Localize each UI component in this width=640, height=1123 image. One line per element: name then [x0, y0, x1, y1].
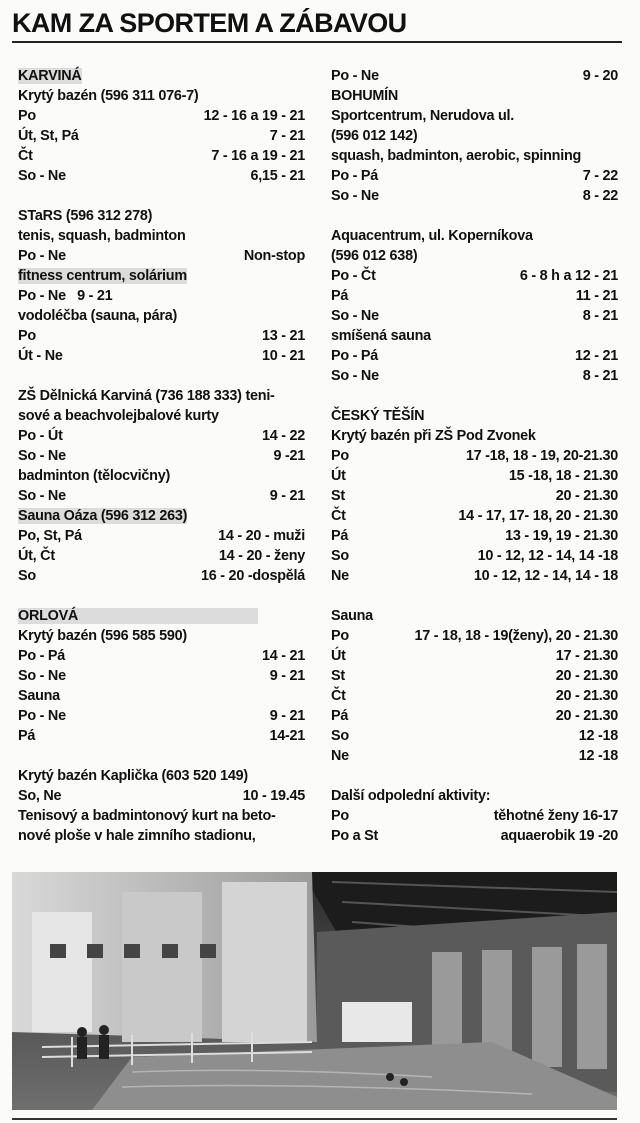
hours-day: Po - Čt: [331, 268, 376, 284]
hours-time: 9 - 21: [269, 488, 305, 504]
hours-time: 20 - 21.30: [555, 668, 618, 684]
hours-time: 14 - 17, 17- 18, 20 - 21.30: [458, 508, 618, 524]
hours-time: 10 - 12, 12 - 14, 14 -18: [477, 548, 618, 564]
hours-day: Út, Čt: [18, 548, 55, 564]
hours-time: 7 - 16 a 19 - 21: [211, 148, 305, 164]
hours-time: 10 - 12, 12 - 14, 14 - 18: [473, 568, 618, 584]
hours-time: 15 -18, 18 - 21.30: [508, 468, 618, 484]
hours-row: [18, 246, 305, 266]
hours-time: 14 - 21: [261, 648, 305, 664]
hours-row: [18, 526, 305, 546]
city-heading-bohumin: BOHUMÍN: [331, 88, 398, 104]
hours-time: 14 - 20 - muži: [218, 528, 305, 544]
hours-time: 7 - 22: [582, 168, 618, 184]
left-column: [18, 66, 305, 846]
hours-day: So: [331, 728, 349, 744]
hours-time: 9 -21: [273, 448, 305, 464]
hours-day: St: [331, 668, 345, 684]
venue-activities: vodoléčba (sauna, pára): [18, 308, 177, 324]
venue-activities: Sauna: [331, 608, 373, 624]
hours-day: Ne: [331, 748, 349, 764]
hours-row: [331, 286, 618, 306]
hours-row: [331, 526, 618, 546]
hours-row: [18, 486, 305, 506]
venue-name: Tenisový a badmintonový kurt na beto-: [18, 808, 276, 824]
hours-row: [18, 786, 305, 806]
hours-time: 10 - 19.45: [242, 788, 305, 804]
hours-time: 8 - 21: [582, 308, 618, 324]
hours-time: těhotné ženy 16-17: [493, 808, 618, 824]
hours-day: So - Ne: [18, 668, 66, 684]
hours-row: [18, 706, 305, 726]
hours-row: [331, 66, 618, 86]
hours-day: Pá: [331, 288, 349, 304]
hours-time: 8 - 22: [582, 188, 618, 204]
hours-row: [331, 566, 618, 586]
venue-name: STaRS (596 312 278): [18, 208, 153, 224]
hours-time: 20 - 21.30: [555, 488, 618, 504]
hours-day: Pá: [331, 708, 349, 724]
venue-activities: fitness centrum, solárium: [18, 268, 187, 284]
venue-name: Aquacentrum, ul. Koperníkova: [331, 228, 533, 244]
hours-time: 12 - 21: [574, 348, 618, 364]
hours-time: 20 - 21.30: [555, 688, 618, 704]
hours-day: So - Ne: [331, 188, 379, 204]
hours-row: [331, 486, 618, 506]
right-column: [331, 66, 618, 846]
hours-day: Po: [331, 808, 349, 824]
hours-day: Út, St, Pá: [18, 128, 79, 144]
hours-row: [331, 806, 618, 826]
hours-row: [331, 626, 618, 646]
hours-time: 11 - 21: [575, 288, 618, 304]
hours-day: So - Ne: [18, 168, 66, 184]
hours-row: [331, 446, 618, 466]
hours-day: Út: [331, 468, 346, 484]
hours-row: [18, 146, 305, 166]
hours-row: [331, 366, 618, 386]
hours-day: Po - Út: [18, 428, 63, 444]
hours-time: 17 -18, 18 - 19, 20-21.30: [465, 448, 618, 464]
hours-time: 13 - 19, 19 - 21.30: [505, 528, 618, 544]
hours-day: Pá: [18, 728, 36, 744]
hours-row: [331, 186, 618, 206]
hours-day: Po: [18, 328, 36, 344]
hours-time: 12 - 16 a 19 - 21: [203, 108, 305, 124]
hours-day: St: [331, 488, 345, 504]
hours-row: [331, 346, 618, 366]
hours-time: 14-21: [269, 728, 305, 744]
venue-activities: Další odpolední aktivity:: [331, 788, 491, 804]
hours-day: So: [331, 548, 349, 564]
venue-name: nové ploše v hale zimního stadionu,: [18, 828, 256, 844]
hours-row: [331, 826, 618, 846]
hours-time: 6,15 - 21: [250, 168, 305, 184]
venue-activities: badminton (tělocvičny): [18, 468, 171, 484]
hours-day: Po - Pá: [331, 168, 379, 184]
hours-row: [18, 546, 305, 566]
hours-time: 12 -18: [578, 748, 618, 764]
hours-day: Pá: [331, 528, 349, 544]
hours-row: [18, 126, 305, 146]
venue-name: Sportcentrum, Nerudova ul.: [331, 108, 515, 124]
hours-day: Po: [331, 448, 349, 464]
hours-time: 17 - 18, 18 - 19(ženy), 20 - 21.30: [414, 628, 618, 644]
hours-day: Čt: [331, 508, 346, 524]
hours-time: 8 - 21: [582, 368, 618, 384]
hours-day: Po - Ne: [18, 708, 66, 724]
hours-row: [18, 666, 305, 686]
venue-phone: (596 012 638): [331, 248, 418, 264]
hours-day: Po, St, Pá: [18, 528, 82, 544]
hours-row: [331, 746, 618, 766]
hours-row: [18, 566, 305, 586]
city-heading-tesin: ČESKÝ TĚŠÍN: [331, 408, 425, 424]
hours-time: 10 - 21: [261, 348, 305, 364]
hours-row: [331, 706, 618, 726]
hours-day: Ne: [331, 568, 349, 584]
venue-phone: (596 012 142): [331, 128, 418, 144]
hours-day: Čt: [331, 688, 346, 704]
hours-row: [18, 166, 305, 186]
hours-row: [331, 306, 618, 326]
hours-day: So, Ne: [18, 788, 62, 804]
venue-name: sové a beachvolejbalové kurty: [18, 408, 219, 424]
venue-activities: Sauna: [18, 688, 60, 704]
indoor-pool-illustration: [12, 872, 617, 1110]
hours-day: Po: [18, 108, 36, 124]
hours-row: [331, 166, 618, 186]
hours-time: 14 - 20 - ženy: [218, 548, 305, 564]
hours-day: Út - Ne: [18, 348, 63, 364]
hours-day: Čt: [18, 148, 33, 164]
page-title: KAM ZA SPORTEM A ZÁBAVOU: [12, 8, 622, 43]
hours-time: 12 -18: [578, 728, 618, 744]
hours-time: 9 - 21: [269, 668, 305, 684]
hours-time: 20 - 21.30: [555, 708, 618, 724]
hours-day: Po: [331, 628, 349, 644]
hours-day: So - Ne: [18, 448, 66, 464]
city-heading-karvina: KARVINÁ: [18, 68, 82, 84]
hours-time: 9 - 20: [582, 68, 618, 84]
hours-row: [331, 546, 618, 566]
hours-row: [18, 646, 305, 666]
hours-time: Non-stop: [243, 248, 305, 264]
hours-day: So - Ne: [331, 368, 379, 384]
venue-name: Krytý bazén (596 585 590): [18, 628, 187, 644]
hours-row: [18, 326, 305, 346]
hours-row: [18, 426, 305, 446]
venue-activities: smíšená sauna: [331, 328, 431, 344]
hours-time: 6 - 8 h a 12 - 21: [519, 268, 618, 284]
hours-day: Po - Ne: [331, 68, 379, 84]
venue-activities: tenis, squash, badminton: [18, 228, 186, 244]
hours-day: So: [18, 568, 36, 584]
hours-row: [18, 346, 305, 366]
hours-row: Po - Ne 9 - 21: [18, 288, 113, 304]
hours-row: [331, 506, 618, 526]
hours-day: So - Ne: [331, 308, 379, 324]
venue-name: Sauna Oáza (596 312 263): [18, 508, 188, 524]
hours-row: [18, 446, 305, 466]
hours-day: So - Ne: [18, 488, 66, 504]
hours-row: [331, 466, 618, 486]
hours-row: [331, 726, 618, 746]
hours-time: 16 - 20 -dospělá: [201, 568, 305, 584]
bottom-rule: [12, 1118, 617, 1120]
venue-name: Krytý bazén (596 311 076-7): [18, 88, 199, 104]
venue-activities: squash, badminton, aerobic, spinning: [331, 148, 582, 164]
venue-name: Krytý bazén Kaplička (603 520 149): [18, 768, 248, 784]
hours-time: 13 - 21: [261, 328, 305, 344]
hours-time: 7 - 21: [269, 128, 305, 144]
hours-day: Po a St: [331, 828, 379, 844]
hours-day: Út: [331, 648, 346, 664]
hours-time: 9 - 21: [269, 708, 305, 724]
hours-row: [18, 726, 305, 746]
hours-time: 17 - 21.30: [555, 648, 618, 664]
hours-row: [331, 266, 618, 286]
hours-row: [331, 666, 618, 686]
hours-time: 14 - 22: [261, 428, 305, 444]
hours-row: [331, 646, 618, 666]
indoor-pool-photo: [12, 872, 617, 1110]
hours-day: Po - Ne: [18, 248, 66, 264]
hours-time: aquaerobik 19 -20: [500, 828, 618, 844]
city-heading-orlova: ORLOVÁ: [18, 608, 258, 624]
venue-name: ZŠ Dělnická Karviná (736 188 333) teni-: [18, 388, 275, 404]
hours-row: [331, 686, 618, 706]
hours-day: Po - Pá: [331, 348, 379, 364]
hours-row: [18, 106, 305, 126]
hours-day: Po - Pá: [18, 648, 66, 664]
venue-name: Krytý bazén při ZŠ Pod Zvonek: [331, 428, 536, 444]
